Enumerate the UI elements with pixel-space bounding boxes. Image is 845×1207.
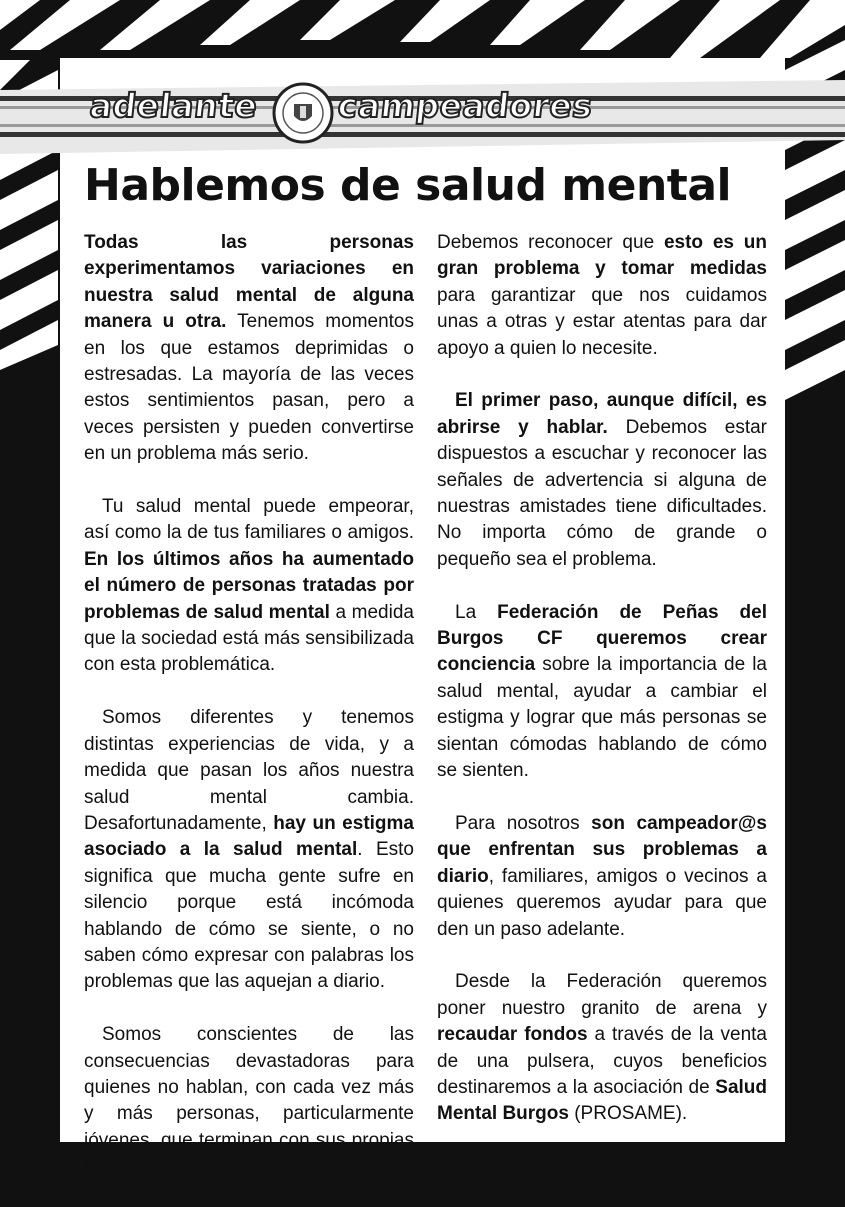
- emphasis-text: recaudar fondos: [437, 1024, 588, 1046]
- body-text: sobre la importancia de la salud mental, ayudar a cambiar el estigma y lograr que más personas se sientan cómodas hablando de cómo se sienten.: [437, 654, 767, 782]
- body-text: Para nosotros: [455, 812, 592, 834]
- paragraph: [84, 494, 414, 679]
- emphasis-text: Federación de Peñas del Burgos CF queremos crear conciencia: [437, 601, 767, 676]
- body-text: Somos conscientes de las consecuencias devastadoras para quienes no hablan, con cada vez más y más personas, particularmente jóvenes, que terminan con sus propias vidas.: [84, 1024, 414, 1178]
- paragraph: [437, 230, 767, 362]
- paragraph: [437, 388, 767, 573]
- emphasis-text: En los últimos años ha aumentado el número de personas tratadas por problemas de salud mental: [84, 548, 414, 623]
- paragraph: [84, 230, 414, 468]
- body-text: La: [455, 601, 498, 623]
- body-text: a medida que la sociedad está más sensibilizada con esta problemática.: [84, 601, 414, 676]
- body-text: Tenemos momentos en los que estamos deprimidas o estresadas. La mayoría de las veces estos sentimientos pasan, pero a veces persisten y pueden convertirse en un problema más serio.: [84, 311, 415, 465]
- body-text: Desde la Federación queremos poner nuestro granito de arena y: [437, 971, 767, 1019]
- emphasis-text: El primer paso, aunque difícil, es abrirse y hablar.: [437, 390, 767, 438]
- paragraph: [84, 1022, 414, 1180]
- body-text: Somos diferentes y tenemos distintas experiencias de vida, y a medida que pasan los años nuestra salud mental cambia. Desafortunadamente,: [84, 707, 414, 834]
- logo-word-adelante: adelante: [87, 86, 260, 125]
- left-column: [84, 230, 414, 1207]
- body-text: Tu salud mental puede empeorar, así como la de tus familiares o amigos.: [84, 496, 414, 544]
- body-text: , familiares, amigos o vecinos a quienes queremos ayudar para que den un paso adelante.: [437, 865, 767, 940]
- club-crest-icon: [272, 82, 334, 144]
- body-text: Debemos estar dispuestos a escuchar y reconocer las señales de advertencia si alguna de nuestras amistades tiene dificultades. No importa cómo de grande o pequeño sea el problema.: [437, 416, 767, 570]
- paragraph: [437, 969, 767, 1127]
- emphasis-text: esto es un gran problema y tomar medidas: [437, 232, 767, 280]
- body-text: . Esto significa que mucha gente sufre en silencio porque está incómoda hablando de cómo se siente, o no saben cómo expresar con palabras los problemas que las aquejan a diario.: [84, 839, 415, 993]
- emphasis-text: Todas las personas experimentamos variaciones en nuestra salud mental de alguna manera u otra.: [84, 232, 414, 333]
- emphasis-text: hay un estigma asociado a la salud mental: [84, 812, 414, 861]
- emphasis-text: Salud Mental Burgos: [437, 1076, 767, 1125]
- body-text: a través de la venta de una pulsera, cuyos beneficios destinaremos a la asociación de: [437, 1024, 767, 1098]
- body-text: (PROSAME).: [568, 1103, 688, 1125]
- emphasis-text: son campeador@s que enfrentan sus problemas a diario: [437, 812, 767, 887]
- paragraph: [437, 811, 767, 943]
- paragraph: [84, 705, 414, 995]
- body-text: para garantizar que nos cuidamos unas a otras y estar atentas para dar apoyo a quien lo necesite.: [437, 284, 767, 359]
- page-title: Hablemos de salud mental: [84, 160, 732, 211]
- paragraph: [437, 600, 767, 785]
- body-text: Debemos reconocer que: [437, 232, 664, 253]
- right-column: [437, 230, 767, 1154]
- logo-word-campeadores: campeadores: [335, 86, 595, 125]
